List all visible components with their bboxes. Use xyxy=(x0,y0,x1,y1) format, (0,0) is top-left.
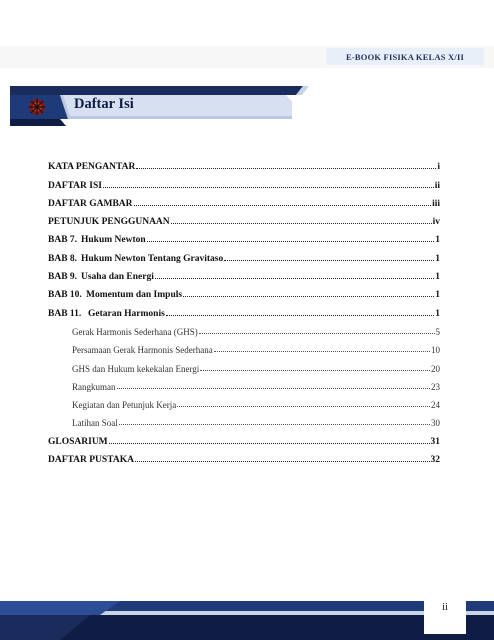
toc-entry-label: Kegiatan dan Petunjuk Kerja xyxy=(72,400,177,411)
dot-leader xyxy=(200,370,430,371)
toc-entry[interactable] xyxy=(48,209,440,227)
toc-entry[interactable] xyxy=(48,191,440,209)
toc-entry-page: 10 xyxy=(431,345,440,356)
toc-entry-label: GHS dan Hukum kekekalan Energi xyxy=(72,363,200,374)
toc-chapter-entry[interactable] xyxy=(48,245,440,263)
page-number: ii xyxy=(441,601,449,613)
toc-entry-label: Latihan Soal xyxy=(72,418,118,429)
dot-leader xyxy=(119,424,430,425)
dot-leader xyxy=(183,296,434,297)
dot-leader xyxy=(214,351,430,352)
toc-entry-page: 5 xyxy=(435,326,440,337)
toc-entry[interactable] xyxy=(48,447,440,465)
toc-subentry[interactable] xyxy=(48,392,440,410)
toc-entry-label: PETUNJUK PENGGUNAAN xyxy=(48,217,170,228)
toc-chapter-entry[interactable] xyxy=(48,282,440,300)
dot-leader xyxy=(117,388,431,389)
dot-leader xyxy=(177,406,430,407)
toc-entry-page: 31 xyxy=(430,436,440,447)
atom-gear-icon xyxy=(29,99,45,115)
toc-entry-label: Rangkuman xyxy=(72,381,116,392)
toc-entry[interactable] xyxy=(48,172,440,190)
dot-leader xyxy=(155,278,434,279)
dot-leader xyxy=(199,333,435,334)
toc-entry-page: 1 xyxy=(435,308,440,319)
toc-entry-page: ii xyxy=(434,180,440,191)
toc-entry-label: DAFTAR ISI xyxy=(48,180,102,191)
dot-leader xyxy=(224,260,434,261)
toc-entry-page: 30 xyxy=(431,418,440,429)
dot-leader xyxy=(166,315,434,316)
toc-subentry[interactable] xyxy=(48,355,440,373)
footer-decoration xyxy=(0,585,494,640)
toc-entry-label: Hukum Newton xyxy=(81,235,146,246)
toc-entry-label: Getaran Harmonis xyxy=(88,308,165,319)
toc-entry-label: KATA PENGANTAR xyxy=(48,162,136,173)
toc-entry-page: 1 xyxy=(435,235,440,246)
toc-entry-page: 1 xyxy=(435,272,440,283)
toc-entry-label: Momentum dan Impuls xyxy=(86,290,183,301)
chapter-number: BAB 8. xyxy=(48,253,78,264)
chapter-number: BAB 9. xyxy=(48,272,78,283)
toc-entry-label: GLOSARIUM xyxy=(48,436,108,447)
dot-leader xyxy=(134,205,432,206)
toc-entry-label: DAFTAR PUSTAKA xyxy=(48,455,134,466)
toc-chapter-entry[interactable] xyxy=(48,264,440,282)
dot-leader xyxy=(135,461,430,462)
toc-entry[interactable] xyxy=(48,154,440,172)
toc-subentry[interactable] xyxy=(48,410,440,428)
toc-entry-label: Persamaan Gerak Harmonis Sederhana xyxy=(72,345,213,356)
toc-entry-page: 23 xyxy=(431,381,440,392)
toc-entry-page: iv xyxy=(432,217,440,228)
toc-chapter-entry[interactable] xyxy=(48,227,440,245)
dot-leader xyxy=(103,187,434,188)
toc-entry-page: iii xyxy=(432,198,440,209)
ebook-header-label: E-BOOK FISIKA KELAS X/II xyxy=(326,48,484,65)
toc-entry-page: 24 xyxy=(431,400,440,411)
toc-chapter-entry[interactable] xyxy=(48,300,440,318)
toc-entry-page: 1 xyxy=(435,253,440,264)
toc-entry-page: 32 xyxy=(430,455,440,466)
toc-subentry[interactable] xyxy=(48,337,440,355)
chapter-number: BAB 7. xyxy=(48,235,78,246)
toc-entry-label: Gerak Harmonis Sederhana (GHS) xyxy=(72,326,198,337)
table-of-contents xyxy=(48,154,440,465)
toc-entry-label: DAFTAR GAMBAR xyxy=(48,198,133,209)
toc-entry-label: Hukum Newton Tentang Gravitaso xyxy=(81,253,224,264)
dot-leader xyxy=(171,223,432,224)
toc-entry-page: 1 xyxy=(435,290,440,301)
dot-leader xyxy=(136,168,436,169)
toc-entry-page: 20 xyxy=(431,363,440,374)
chapter-number: BAB 11. xyxy=(48,308,82,319)
chapter-number: BAB 10. xyxy=(48,290,82,301)
toc-entry-label: Usaha dan Energi xyxy=(81,272,154,283)
toc-subentry[interactable] xyxy=(48,319,440,337)
dot-leader xyxy=(147,241,435,242)
dot-leader xyxy=(109,443,430,444)
toc-subentry[interactable] xyxy=(48,374,440,392)
toc-entry[interactable] xyxy=(48,428,440,446)
toc-entry-page: i xyxy=(437,162,440,173)
page-title: Daftar Isi xyxy=(74,96,134,112)
